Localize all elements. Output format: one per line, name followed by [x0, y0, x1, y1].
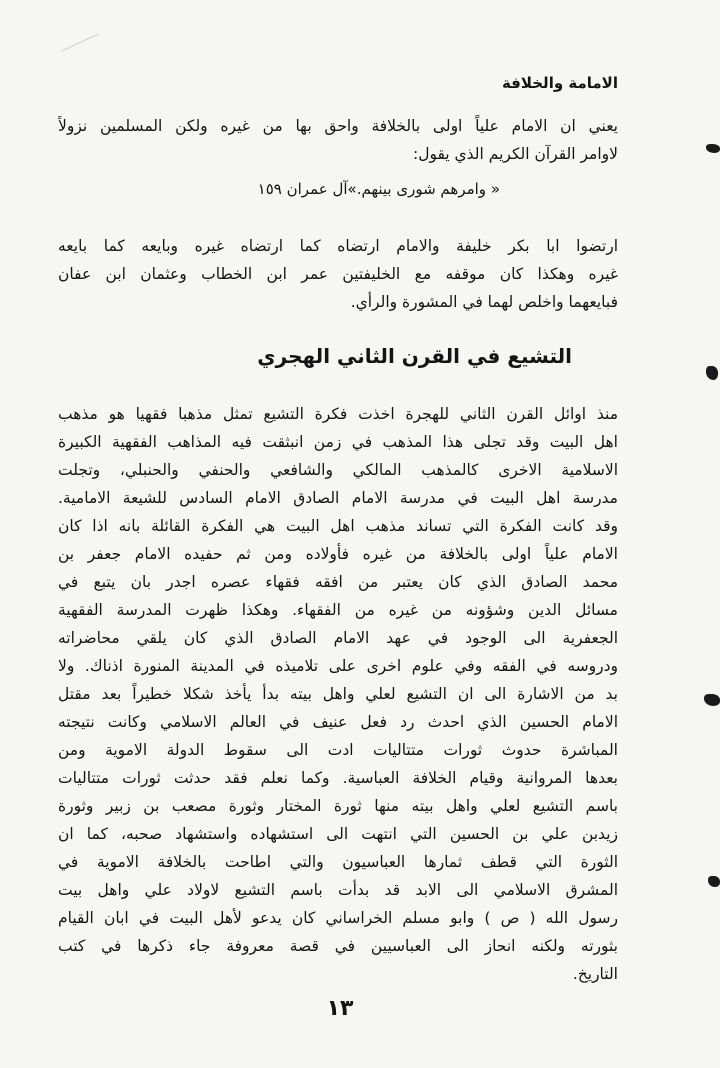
- text-line: ودروسه في الفقه وفي علوم اخرى على تلاميذه في المدينة المنورة اذناك. ولا: [58, 657, 618, 675]
- text-line: زيدبن علي بن الحسين التي انتهت الى استشهاده واستشهاد صحبه، كما ان: [58, 825, 618, 843]
- running-head: الامامة والخلافة: [501, 74, 618, 92]
- text-line: المباشرة حدوث ثورات متتاليات ادت الى سقوط الدولة الاموية ومن: [58, 741, 618, 759]
- text-line: الامام علياً اولى بالخلافة من غيره فأولاده ومن ثم حفيده الامام جعفر بن: [58, 545, 618, 563]
- section-heading: التشيع في القرن الثاني الهجري: [257, 344, 572, 368]
- text-line: بعدها المروانية وقيام الخلافة العباسية. وكما نعلم فقد حدثت ثورات متتاليات: [58, 769, 618, 787]
- text-line: التاريخ.: [572, 965, 618, 983]
- text-line: فبايعهما واخلص لهما في المشورة والرأي.: [350, 293, 618, 311]
- page-number: ١٣: [326, 996, 354, 1021]
- text-line: الجعفرية الى الوجود في عهد الامام الصادق الذي كان يلقي محاضراته: [58, 629, 618, 647]
- text-line: محمد الصادق الذي كان يعتبر من افقه فقهاء عصره اجدر بان يتبع في: [58, 573, 618, 591]
- quran-verse: « وامرهم شورى بينهم.»آل عمران ١٥٩: [257, 180, 500, 198]
- ink-mark: [706, 366, 718, 380]
- text-line: باسم التشيع لعلي واهل بيته منها ثورة المختار وثورة مصعب بن زبير وثورة: [58, 797, 618, 815]
- ink-mark: [708, 876, 720, 887]
- text-line: وقد كانت الفكرة التي تساند مذهب اهل البيت هي الفكرة القائلة بانه اذا كان: [58, 517, 618, 535]
- text-line: مدرسة اهل البيت في مدرسة الامام الصادق الامام السادس للشيعة الامامية.: [58, 489, 618, 507]
- text-line: منذ اوائل القرن الثاني للهجرة اخذت فكرة التشيع تمثل مذهبا فقهيا هو مذهب: [58, 405, 618, 423]
- ink-mark: [704, 694, 720, 706]
- text-line: الثورة التي قطف ثمارها العباسيون والتي اطاحت بالخلافة الاموية في: [58, 853, 618, 871]
- paper-scratch: [62, 34, 99, 52]
- text-line: المشرق الاسلامي الى الابد قد بدأت باسم التشيع لاولاد علي واهل بيت: [58, 881, 618, 899]
- text-line: مسائل الدين وشؤونه من غيره من الفقهاء. وهكذا ظهرت المدرسة الفقهية: [58, 601, 618, 619]
- text-line: بثورته ولكنه انحاز الى العباسيين في قصة معروفة جاء ذكرها في كتب: [58, 937, 618, 955]
- text-line: بد من الاشارة الى ان التشيع لعلي واهل بيته بدأ يأخذ شكلا خطيراً بعد مقتل: [58, 685, 618, 703]
- text-line: الاسلامية الاخرى كالمذهب المالكي والشافعي والحنفي والحنبلي، وتجلت: [58, 461, 618, 479]
- text-line: ارتضوا ابا بكر خليفة والامام ارتضاه كما ارتضاه غيره وبايعه كما بايعه: [58, 237, 618, 255]
- text-line: رسول الله ( ص ) وابو مسلم الخراساني كان يدعو لأهل البيت في ابان القيام: [58, 909, 618, 927]
- ink-mark: [706, 144, 720, 153]
- text-line: اهل البيت وقد تجلى هذا المذهب في زمن انبثقت فيه المذاهب الفقهية الكبيرة: [58, 433, 618, 451]
- text-line: الامام الحسين الذي احدث رد فعل عنيف في العالم الاسلامي وكانت نتيجته: [58, 713, 618, 731]
- text-line: لاوامر القرآن الكريم الذي يقول:: [412, 145, 618, 163]
- text-line: غيره وهكذا كان موقفه مع الخليفتين عمر ابن الخطاب وعثمان ابن عفان: [58, 265, 618, 283]
- text-line: يعني ان الامام علياً اولى بالخلافة واحق بها من غيره ولكن المسلمين نزولاً: [58, 117, 618, 135]
